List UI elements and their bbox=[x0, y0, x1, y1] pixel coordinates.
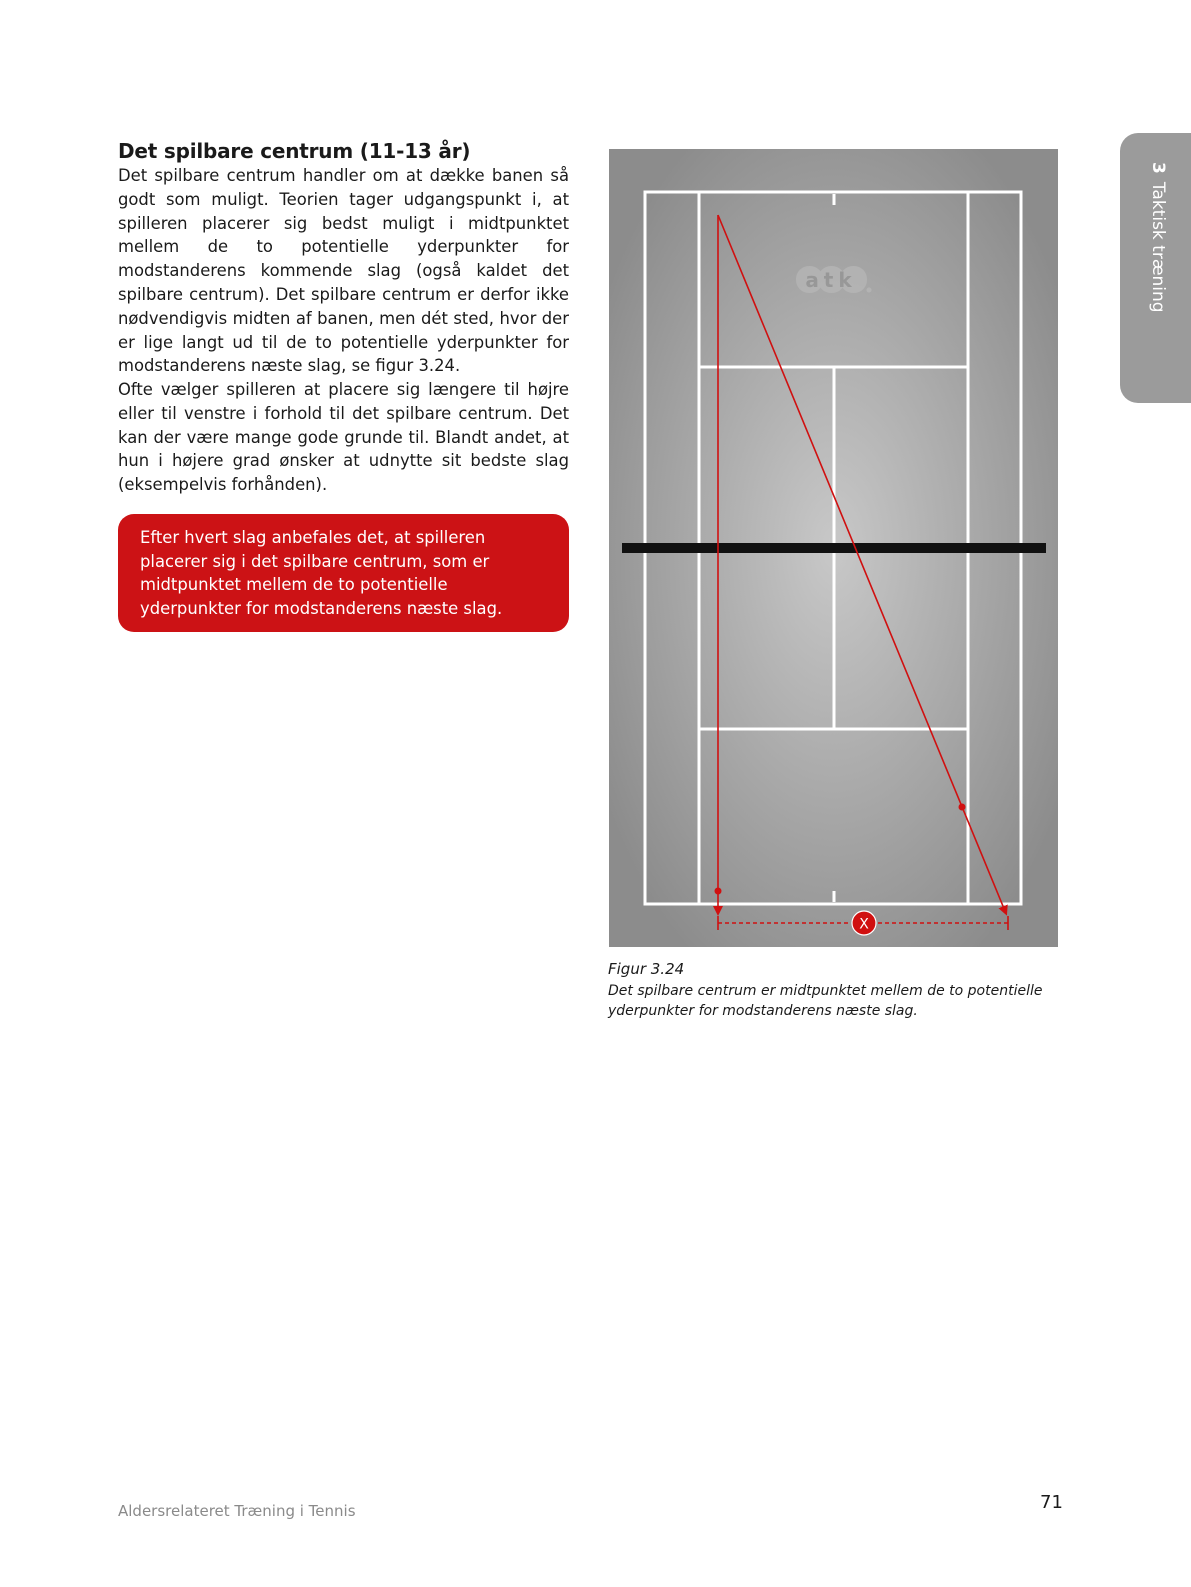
chapter-tab-label bbox=[1148, 162, 1168, 313]
atk-watermark bbox=[796, 266, 872, 293]
net bbox=[622, 543, 1046, 553]
callout-text: Efter hvert slag anbefales det, at spilleren placerer sig i det spilbare centrum, som er midtpunktet mellem de to potentielle yderpunkter for modstanderens næste slag. bbox=[140, 528, 503, 618]
chapter-number: 3 bbox=[1148, 162, 1168, 174]
figure-label: Figur 3.24 bbox=[608, 960, 685, 978]
page-number: 71 bbox=[1040, 1492, 1063, 1513]
section-heading: Det spilbare centrum (11-13 år) bbox=[118, 139, 471, 163]
center-marker bbox=[852, 911, 876, 935]
body-paragraph-1: Det spilbare centrum handler om at dække banen så godt som muligt. Teorien tager udgangspunkt i, at spilleren placerer sig bedst muligt i midtpunktet mellem de to potentielle yderpunkter for modstanderens kommende slag (også kaldet det spilbare centrum). Det spilbare centrum er derfor ikke nødvendigvis midten af banen, men dét sted, hvor der er lige langt ud til de to potentielle yderpunkter for modstanderens næste slag, se figur 3.24. bbox=[118, 166, 569, 376]
chapter-tab bbox=[1120, 133, 1191, 403]
figure-caption: Det spilbare centrum er midtpunktet mellem de to potentielle yderpunkter for modstanderens næste slag. bbox=[608, 983, 1043, 1019]
watermark-text: atk bbox=[805, 268, 857, 292]
bounce-point-right bbox=[959, 804, 966, 811]
center-marker-label: X bbox=[859, 916, 869, 933]
bounce-point-left bbox=[715, 888, 722, 895]
body-paragraph-2: Ofte vælger spilleren at placere sig længere til højre eller til venstre i forhold til det spilbare centrum. Det kan der være mange gode grunde til. Blandt andet, at hun i højere grad ønsker at udnytte sit bedste slag (eksempelvis forhånden). bbox=[118, 380, 569, 495]
callout-box bbox=[118, 514, 569, 632]
chapter-title: Taktisk træning bbox=[1148, 181, 1168, 313]
footer-book-title: Aldersrelateret Træning i Tennis bbox=[118, 1502, 356, 1520]
tennis-court-figure bbox=[609, 149, 1058, 947]
